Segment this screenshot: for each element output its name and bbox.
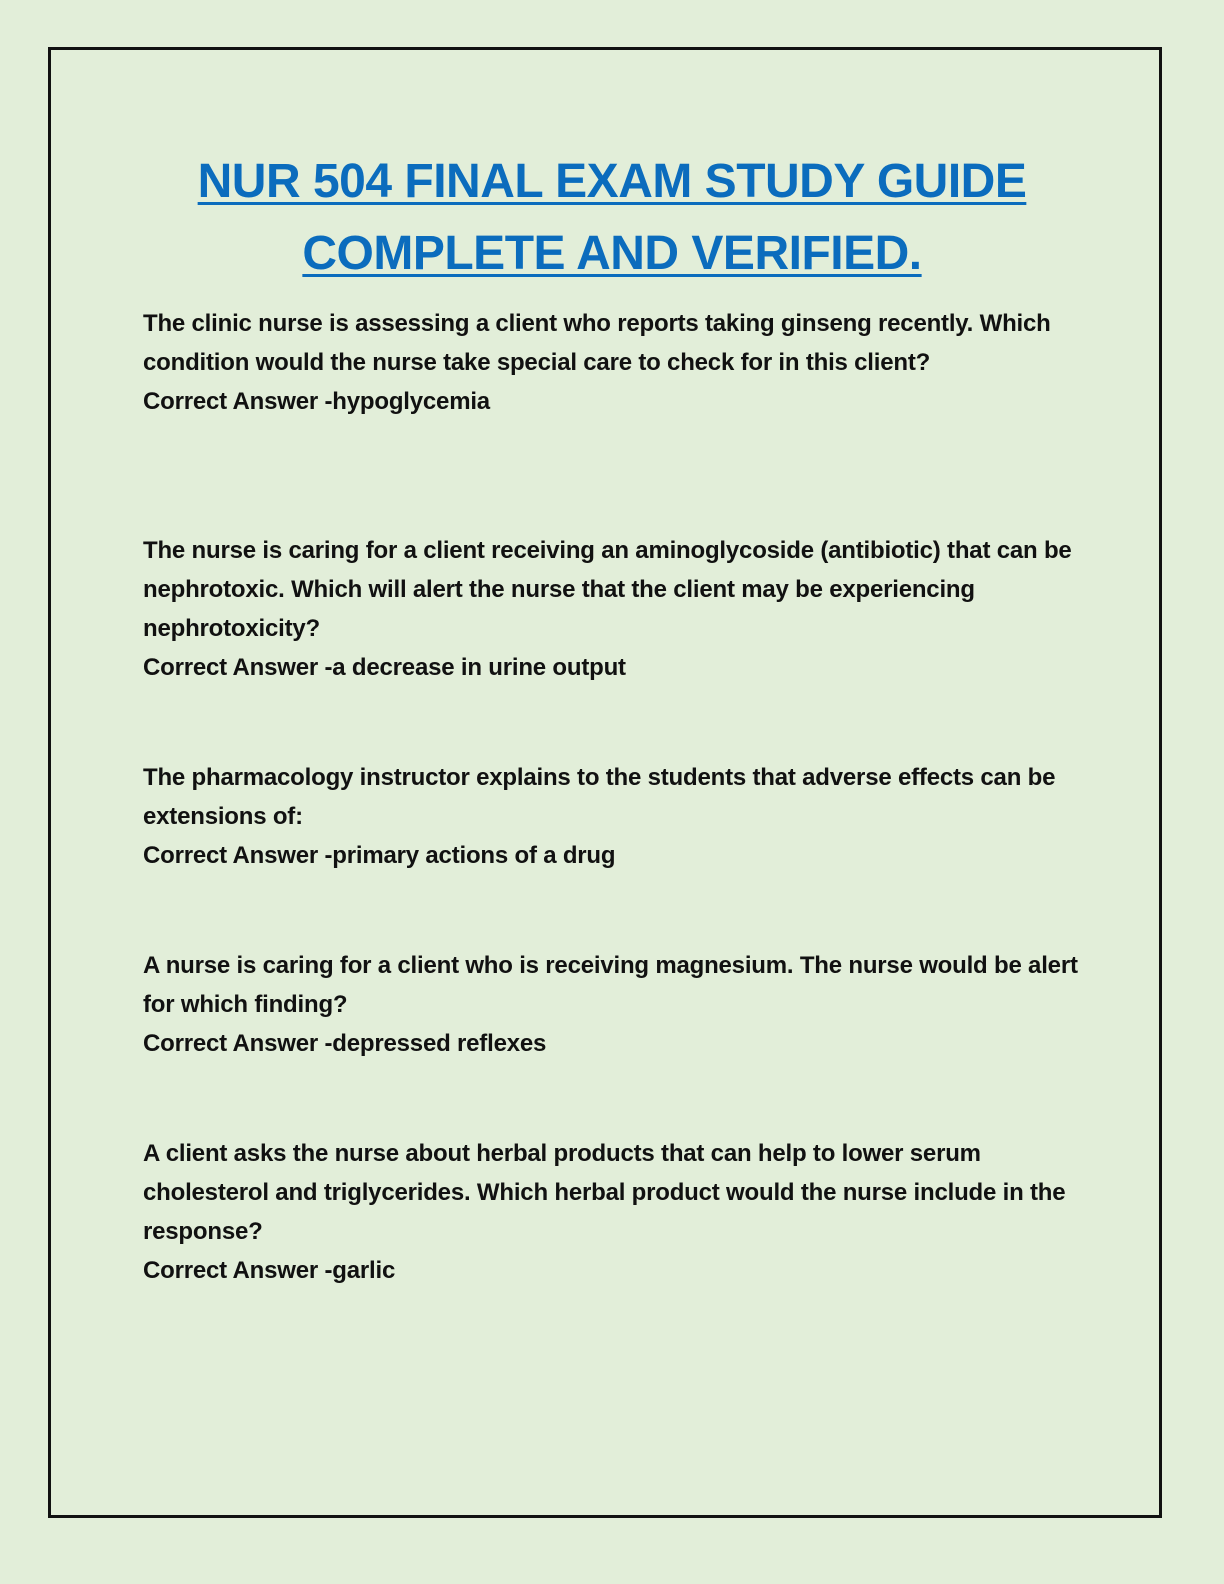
question-text: A nurse is caring for a client who is receiving magnesium. The nurse would be alert for which finding? (143, 952, 1078, 1018)
qa-item-5 (143, 1134, 1093, 1290)
answer-line (143, 382, 1093, 421)
answer-text: hypoglycemia (332, 388, 490, 415)
question-text: The nurse is caring for a client receiving an aminoglycoside (antibiotic) that can be nephrotoxic. Which will alert the nurse that the client may be experiencing nephrotoxicity? (143, 537, 1072, 642)
answer-line (143, 648, 1093, 687)
answer-label: Correct Answer - (143, 842, 333, 869)
qa-item-3 (143, 758, 1093, 875)
document-title (0, 146, 1224, 290)
answer-label: Correct Answer - (143, 388, 333, 415)
title-line-2: COMPLETE AND VERIFIED. (302, 227, 922, 280)
question-text: A client asks the nurse about herbal products that can help to lower serum cholesterol and triglycerides. Which herbal product would the nurse include in the response? (143, 1140, 1066, 1245)
answer-line (143, 1024, 1093, 1063)
answer-text: garlic (332, 1257, 396, 1284)
title-line-1: NUR 504 FINAL EXAM STUDY GUIDE (197, 155, 1027, 208)
answer-text: a decrease in urine output (332, 654, 626, 681)
qa-item-1 (143, 304, 1093, 421)
answer-label: Correct Answer - (143, 1257, 333, 1284)
qa-item-2 (143, 531, 1093, 687)
answer-text: primary actions of a drug (332, 842, 616, 869)
question-text: The pharmacology instructor explains to the students that adverse effects can be extensions of: (143, 764, 1056, 830)
qa-item-4 (143, 946, 1093, 1063)
answer-line (143, 836, 1093, 875)
question-text: The clinic nurse is assessing a client who reports taking ginseng recently. Which condition would the nurse take special care to check for in this client? (143, 310, 1051, 376)
answer-line (143, 1251, 1093, 1290)
answer-text: depressed reflexes (332, 1030, 547, 1057)
answer-label: Correct Answer - (143, 1030, 333, 1057)
answer-label: Correct Answer - (143, 654, 333, 681)
